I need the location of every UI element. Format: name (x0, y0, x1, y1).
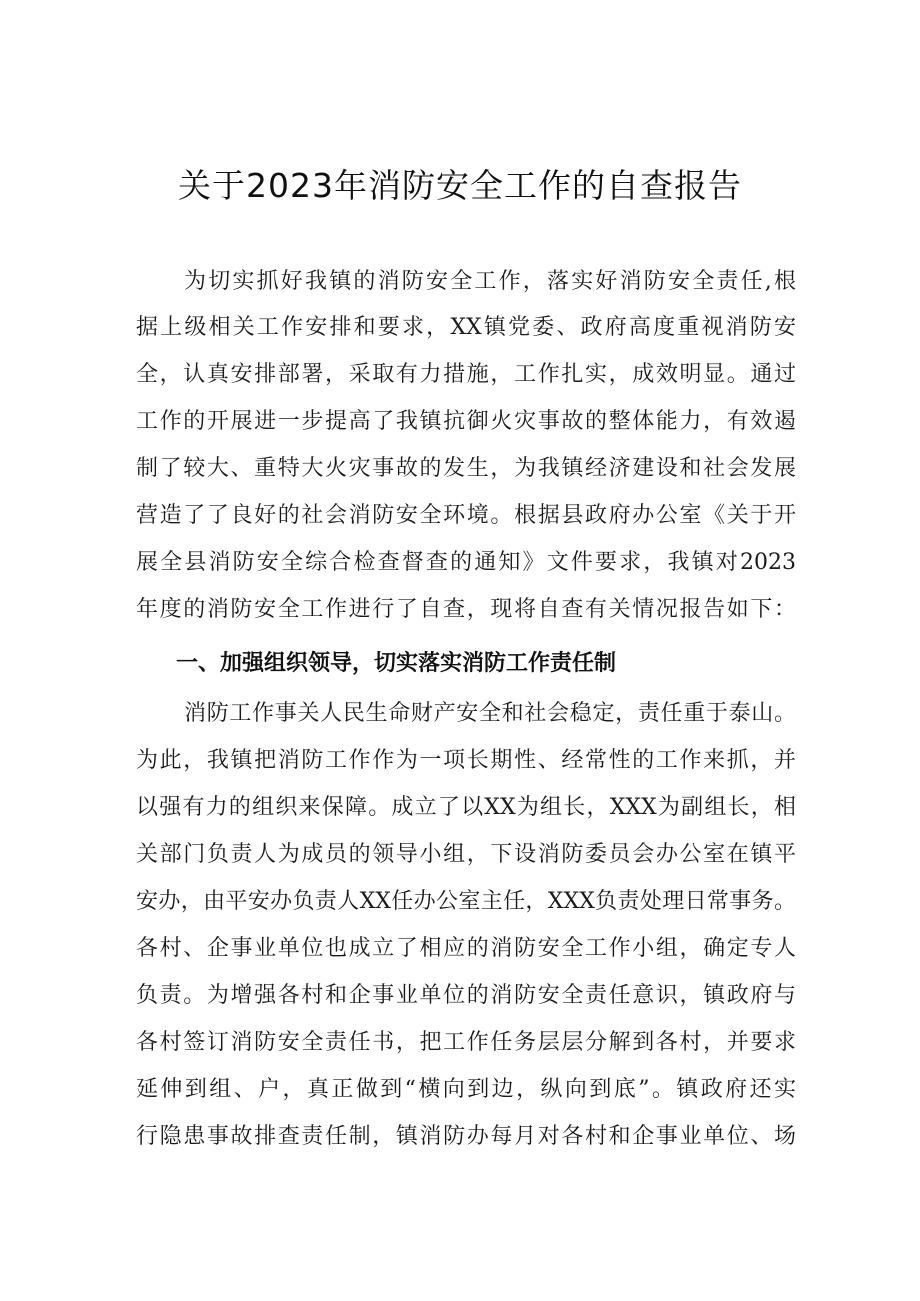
document-title: 关于2023年消防安全工作的自查报告 (178, 166, 742, 205)
paragraph-line: 全，认真安排部署，采取有力措施，工作扎实，成效明显。通过 (136, 362, 796, 387)
paragraph-line: 行隐患事故排查责任制，镇消防办每月对各村和企事业单位、场 (136, 1124, 796, 1149)
paragraph-line: 展全县消防安全综合检查督查的通知》文件要求，我镇对2023 (136, 550, 796, 575)
paragraph-line: 营造了了良好的社会消防安全环境。根据县政府办公室《关于开 (136, 503, 796, 528)
paragraph-line: 延伸到组、户，真正做到“横向到边，纵向到底”。镇政府还实 (136, 1077, 796, 1102)
paragraph-line: 为切实抓好我镇的消防安全工作，落实好消防安全责任,根 (184, 269, 796, 294)
paragraph-line: 制了较大、重特大火灾事故的发生，为我镇经济建设和社会发展 (136, 456, 796, 481)
paragraph-line: 工作的开展进一步提高了我镇抗御火灾事故的整体能力，有效遏 (136, 409, 796, 434)
paragraph-line: 据上级相关工作安排和要求，XX镇党委、政府高度重视消防安 (136, 315, 796, 340)
paragraph-line: 负责。为增强各村和企事业单位的消防安全责任意识，镇政府与 (136, 983, 796, 1008)
section-heading: 一、加强组织领导，切实落实消防工作责任制 (176, 651, 617, 676)
paragraph-line: 为此，我镇把消防工作作为一项长期性、经常性的工作来抓，并 (136, 748, 796, 773)
paragraph-line: 各村签订消防安全责任书，把工作任务层层分解到各村，并要求 (136, 1030, 796, 1055)
paragraph-line: 以强有力的组织来保障。成立了以XX为组长，XXX为副组长，相 (136, 795, 796, 820)
paragraph-line: 消防工作事关人民生命财产安全和社会稳定，责任重于泰山。 (184, 701, 796, 726)
paragraph-line: 安办，由平安办负责人XX任办公室主任，XXX负责处理日常事务。 (136, 889, 796, 914)
paragraph-line: 各村、企事业单位也成立了相应的消防安全工作小组，确定专人 (136, 936, 796, 961)
paragraph-line: 关部门负责人为成员的领导小组，下设消防委员会办公室在镇平 (136, 842, 796, 867)
paragraph-line: 年度的消防安全工作进行了自查，现将自查有关情况报告如下： (136, 597, 796, 622)
